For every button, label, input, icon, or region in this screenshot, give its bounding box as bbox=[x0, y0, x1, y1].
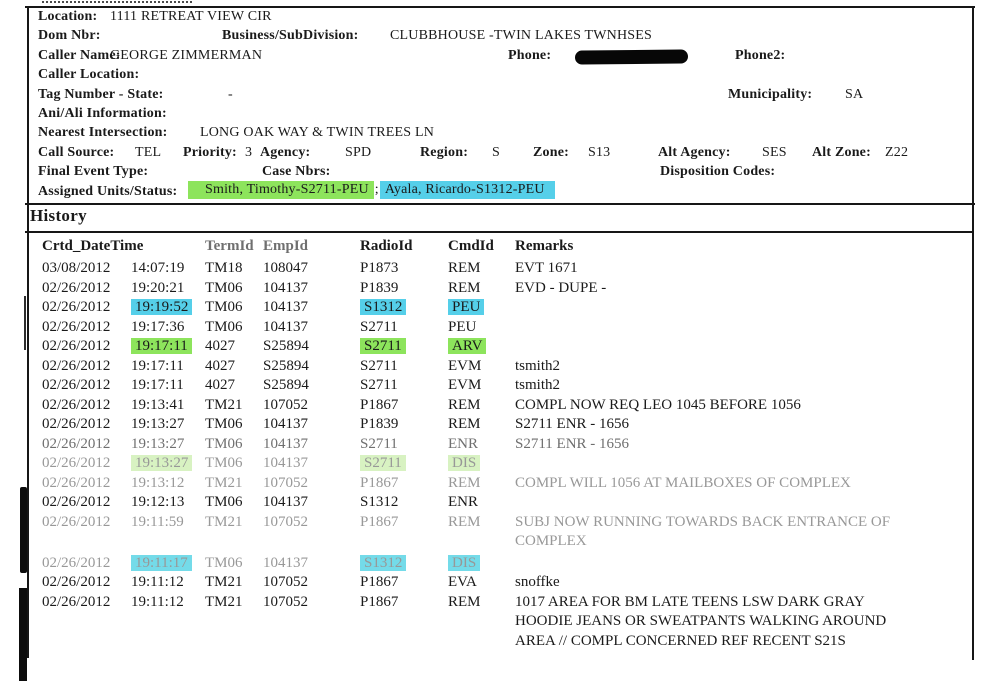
termid-value: TM21 bbox=[205, 474, 243, 491]
radioid-value: P1867 bbox=[360, 396, 399, 413]
termid-value: TM21 bbox=[205, 574, 243, 590]
cell-termid bbox=[205, 573, 263, 593]
scan-artifact bbox=[19, 588, 27, 681]
scan-artifact bbox=[20, 487, 27, 573]
cell-cmdid bbox=[448, 593, 515, 613]
termid-value: TM06 bbox=[205, 455, 243, 471]
cell-empid bbox=[263, 337, 360, 357]
location-label: Location: bbox=[38, 9, 98, 24]
cell-crtd-datetime bbox=[42, 554, 205, 574]
field-row-intersection bbox=[0, 125, 994, 144]
remarks-value: snoffke bbox=[515, 574, 560, 590]
cell-radioid bbox=[360, 493, 448, 513]
cell-crtd-datetime bbox=[42, 435, 205, 455]
field-row-aniali bbox=[0, 106, 994, 125]
cell-crtd-datetime bbox=[42, 493, 205, 513]
cell-termid bbox=[205, 593, 263, 613]
cell-cmdid bbox=[448, 513, 515, 533]
business-subdivision-label: Business/SubDivision: bbox=[222, 28, 359, 43]
radioid-value: P1839 bbox=[360, 416, 399, 432]
case-nbrs-label: Case Nbrs: bbox=[262, 164, 331, 179]
radioid-value: S2711 bbox=[360, 377, 398, 393]
history-table bbox=[42, 236, 942, 651]
radioid-value: S2711 bbox=[360, 318, 398, 335]
call-source-label: Call Source: bbox=[38, 145, 115, 160]
radioid-value: S2711 bbox=[360, 435, 398, 452]
unit-smith-highlight: Smith, Timothy-S2711-PEU bbox=[188, 181, 374, 199]
cell-termid bbox=[205, 318, 263, 338]
empid-value: 107052 bbox=[263, 574, 308, 590]
cell-termid bbox=[205, 554, 263, 574]
time-value: 19:11:17 bbox=[131, 555, 192, 571]
history-divider-top bbox=[25, 203, 975, 205]
empid-value: 104137 bbox=[263, 279, 308, 296]
cell-radioid bbox=[360, 376, 448, 396]
cell-cmdid bbox=[448, 318, 515, 338]
termid-value: TM18 bbox=[205, 260, 243, 276]
radioid-value: S1312 bbox=[360, 299, 406, 315]
scan-artifact bbox=[42, 1, 192, 3]
col-header-cmdid: CmdId bbox=[448, 238, 494, 254]
remarks-value: COMPL NOW REQ LEO 1045 BEFORE 1056 bbox=[515, 396, 801, 413]
date-value: 02/26/2012 bbox=[42, 416, 111, 432]
cell-empid bbox=[263, 474, 360, 494]
date-value: 02/26/2012 bbox=[42, 357, 111, 374]
cmdid-value: PEU bbox=[448, 299, 484, 315]
remarks-value: COMPL WILL 1056 AT MAILBOXES OF COMPLEX bbox=[515, 474, 851, 491]
cmdid-value: EVM bbox=[448, 357, 482, 374]
cell-remarks bbox=[515, 593, 942, 652]
cmdid-value: ENR bbox=[448, 435, 478, 452]
col-header-remarks: Remarks bbox=[515, 238, 574, 254]
cell-remarks bbox=[515, 279, 942, 299]
cell-cmdid bbox=[448, 415, 515, 435]
remarks-value: SUBJ NOW RUNNING TOWARDS BACK ENTRANCE OF COMPLEX bbox=[515, 513, 891, 549]
time-value: 19:19:52 bbox=[131, 299, 192, 315]
time-value: 19:11:12 bbox=[131, 574, 184, 590]
cell-crtd-datetime bbox=[42, 318, 205, 338]
radioid-value: P1839 bbox=[360, 279, 399, 296]
zone-value: S13 bbox=[588, 145, 611, 160]
cell-empid bbox=[263, 415, 360, 435]
cell-remarks bbox=[515, 396, 942, 416]
cell-cmdid bbox=[448, 474, 515, 494]
date-value: 02/26/2012 bbox=[42, 377, 111, 393]
table-row bbox=[42, 435, 942, 455]
cell-empid bbox=[263, 573, 360, 593]
empid-value: 107052 bbox=[263, 396, 308, 413]
cell-remarks bbox=[515, 513, 942, 552]
tag-number-state-value: - bbox=[228, 87, 233, 102]
remarks-value: tsmith2 bbox=[515, 377, 561, 393]
empid-value: 107052 bbox=[263, 513, 308, 530]
empid-value: 104137 bbox=[263, 416, 308, 432]
cell-termid bbox=[205, 415, 263, 435]
caller-name-value: GEORGE ZIMMERMAN bbox=[110, 48, 263, 63]
phone-redaction-bar bbox=[575, 49, 688, 64]
time-value: 19:17:11 bbox=[131, 357, 184, 374]
cell-empid bbox=[263, 259, 360, 279]
remarks-value: EVT 1671 bbox=[515, 260, 578, 276]
cell-crtd-datetime bbox=[42, 454, 205, 474]
table-row bbox=[42, 357, 942, 377]
time-value: 19:11:12 bbox=[131, 593, 184, 610]
empid-value: 104137 bbox=[263, 435, 308, 452]
alt-zone-value: Z22 bbox=[885, 145, 909, 160]
field-row-assigned-units bbox=[0, 184, 994, 203]
remarks-value: tsmith2 bbox=[515, 357, 561, 374]
caller-name-label: Caller Name: bbox=[38, 48, 121, 63]
cell-cmdid bbox=[448, 337, 515, 357]
cell-radioid bbox=[360, 593, 448, 613]
date-value: 02/26/2012 bbox=[42, 279, 111, 296]
termid-value: TM06 bbox=[205, 318, 243, 335]
cmdid-value: DIS bbox=[448, 555, 480, 571]
radioid-value: P1867 bbox=[360, 593, 399, 610]
cell-remarks bbox=[515, 474, 942, 494]
empid-value: 104137 bbox=[263, 455, 308, 471]
dom-nbr-label: Dom Nbr: bbox=[38, 28, 101, 43]
time-value: 19:13:27 bbox=[131, 416, 185, 432]
cmdid-value: ENR bbox=[448, 494, 478, 510]
field-row-location bbox=[0, 9, 994, 28]
date-value: 02/26/2012 bbox=[42, 494, 111, 510]
cell-cmdid bbox=[448, 435, 515, 455]
time-value: 19:13:12 bbox=[131, 474, 185, 491]
region-value: S bbox=[492, 145, 500, 160]
cmdid-value: ARV bbox=[448, 338, 486, 354]
cell-radioid bbox=[360, 298, 448, 318]
cell-cmdid bbox=[448, 298, 515, 318]
cell-termid bbox=[205, 259, 263, 279]
cell-termid bbox=[205, 279, 263, 299]
remarks-value: EVD - DUPE - bbox=[515, 279, 607, 296]
table-row bbox=[42, 279, 942, 299]
time-value: 19:17:11 bbox=[131, 377, 184, 393]
date-value: 02/26/2012 bbox=[42, 299, 111, 315]
priority-label: Priority: bbox=[183, 145, 237, 160]
cell-termid bbox=[205, 454, 263, 474]
empid-value: 104137 bbox=[263, 554, 308, 571]
termid-value: TM06 bbox=[205, 416, 243, 432]
cell-radioid bbox=[360, 259, 448, 279]
field-row-tag bbox=[0, 87, 994, 106]
cmdid-value: REM bbox=[448, 593, 481, 610]
cell-radioid bbox=[360, 454, 448, 474]
cell-radioid bbox=[360, 513, 448, 533]
table-row bbox=[42, 454, 942, 474]
cell-crtd-datetime bbox=[42, 357, 205, 377]
cell-empid bbox=[263, 554, 360, 574]
termid-value: 4027 bbox=[205, 338, 235, 354]
time-value: 19:12:13 bbox=[131, 494, 185, 510]
table-row bbox=[42, 573, 942, 593]
col-header-radioid: RadioId bbox=[360, 238, 413, 254]
col-header-crtd-datetime: Crtd_DateTime bbox=[42, 238, 144, 254]
cell-cmdid bbox=[448, 396, 515, 416]
table-row bbox=[42, 513, 942, 552]
cmdid-value: REM bbox=[448, 513, 481, 530]
history-divider-bottom bbox=[25, 231, 974, 233]
cell-empid bbox=[263, 318, 360, 338]
termid-value: TM06 bbox=[205, 435, 243, 452]
termid-value: 4027 bbox=[205, 357, 235, 374]
radioid-value: S2711 bbox=[360, 357, 398, 374]
cell-empid bbox=[263, 513, 360, 533]
time-value: 19:17:11 bbox=[131, 338, 192, 354]
empid-value: 108047 bbox=[263, 260, 308, 276]
caller-location-label: Caller Location: bbox=[38, 67, 140, 82]
cell-crtd-datetime bbox=[42, 474, 205, 494]
priority-value: 3 bbox=[245, 145, 253, 160]
phone-label: Phone: bbox=[508, 48, 552, 63]
scan-artifact bbox=[24, 296, 26, 350]
termid-value: TM21 bbox=[205, 593, 243, 610]
cmdid-value: REM bbox=[448, 396, 481, 413]
cell-cmdid bbox=[448, 279, 515, 299]
radioid-value: P1867 bbox=[360, 474, 399, 491]
cell-crtd-datetime bbox=[42, 513, 205, 533]
cell-cmdid bbox=[448, 357, 515, 377]
col-header-empid: EmpId bbox=[263, 238, 309, 254]
assigned-units-value bbox=[188, 182, 555, 198]
cell-termid bbox=[205, 357, 263, 377]
field-row-caller-location bbox=[0, 67, 994, 86]
cell-empid bbox=[263, 593, 360, 613]
termid-value: TM06 bbox=[205, 299, 243, 315]
field-row-caller bbox=[0, 48, 994, 67]
table-row bbox=[42, 337, 942, 357]
cell-radioid bbox=[360, 415, 448, 435]
time-value: 19:13:27 bbox=[131, 455, 192, 471]
cell-radioid bbox=[360, 435, 448, 455]
cell-radioid bbox=[360, 337, 448, 357]
cell-empid bbox=[263, 454, 360, 474]
radioid-value: P1867 bbox=[360, 513, 399, 530]
cell-crtd-datetime bbox=[42, 593, 205, 613]
cell-empid bbox=[263, 357, 360, 377]
date-value: 03/08/2012 bbox=[42, 260, 111, 276]
cell-remarks bbox=[515, 259, 942, 279]
cell-empid bbox=[263, 298, 360, 318]
cmdid-value: REM bbox=[448, 279, 481, 296]
cell-termid bbox=[205, 337, 263, 357]
table-row bbox=[42, 593, 942, 652]
nearest-intersection-label: Nearest Intersection: bbox=[38, 125, 168, 140]
nearest-intersection-value: LONG OAK WAY & TWIN TREES LN bbox=[200, 125, 435, 140]
empid-value: 104137 bbox=[263, 299, 308, 315]
date-value: 02/26/2012 bbox=[42, 574, 111, 590]
table-row bbox=[42, 415, 942, 435]
business-subdivision-value: CLUBBHOUSE -TWIN LAKES TWNHSES bbox=[390, 28, 653, 43]
cell-radioid bbox=[360, 554, 448, 574]
cell-radioid bbox=[360, 357, 448, 377]
cell-empid bbox=[263, 435, 360, 455]
radioid-value: S2711 bbox=[360, 455, 406, 471]
cell-cmdid bbox=[448, 573, 515, 593]
empid-value: 104137 bbox=[263, 494, 308, 510]
date-value: 02/26/2012 bbox=[42, 554, 111, 571]
date-value: 02/26/2012 bbox=[42, 593, 111, 610]
termid-value: TM21 bbox=[205, 396, 243, 413]
cell-termid bbox=[205, 435, 263, 455]
empid-value: 107052 bbox=[263, 593, 308, 610]
cell-cmdid bbox=[448, 376, 515, 396]
history-rows bbox=[42, 259, 942, 651]
time-value: 19:17:36 bbox=[131, 318, 185, 335]
table-row bbox=[42, 474, 942, 494]
cell-remarks bbox=[515, 573, 942, 593]
cell-empid bbox=[263, 396, 360, 416]
cell-termid bbox=[205, 513, 263, 533]
date-value: 02/26/2012 bbox=[42, 513, 111, 530]
cmdid-value: REM bbox=[448, 416, 481, 432]
termid-value: TM06 bbox=[205, 554, 243, 571]
field-row-call-source bbox=[0, 145, 994, 164]
time-value: 19:13:41 bbox=[131, 396, 185, 413]
cell-radioid bbox=[360, 474, 448, 494]
time-value: 19:11:59 bbox=[131, 513, 184, 530]
cell-crtd-datetime bbox=[42, 298, 205, 318]
table-row bbox=[42, 396, 942, 416]
table-row bbox=[42, 376, 942, 396]
remarks-value: S2711 ENR - 1656 bbox=[515, 416, 630, 432]
cell-radioid bbox=[360, 573, 448, 593]
empid-value: S25894 bbox=[263, 357, 309, 374]
termid-value: TM06 bbox=[205, 279, 243, 296]
cell-crtd-datetime bbox=[42, 279, 205, 299]
cell-remarks bbox=[515, 415, 942, 435]
cmdid-value: PEU bbox=[448, 318, 477, 335]
phone2-label: Phone2: bbox=[735, 48, 786, 63]
radioid-value: S1312 bbox=[360, 555, 406, 571]
time-value: 19:13:27 bbox=[131, 435, 185, 452]
cmdid-value: EVM bbox=[448, 377, 482, 393]
table-row bbox=[42, 259, 942, 279]
cell-termid bbox=[205, 376, 263, 396]
cmdid-value: REM bbox=[448, 260, 481, 276]
document-top-border bbox=[25, 6, 975, 8]
table-row bbox=[42, 493, 942, 513]
cell-termid bbox=[205, 493, 263, 513]
cell-termid bbox=[205, 396, 263, 416]
cell-radioid bbox=[360, 396, 448, 416]
cell-cmdid bbox=[448, 493, 515, 513]
cmdid-value: DIS bbox=[448, 455, 480, 471]
disposition-codes-label: Disposition Codes: bbox=[660, 164, 776, 179]
zone-label: Zone: bbox=[533, 145, 569, 160]
cell-radioid bbox=[360, 279, 448, 299]
termid-value: 4027 bbox=[205, 377, 235, 393]
cell-empid bbox=[263, 493, 360, 513]
municipality-value: SA bbox=[845, 87, 864, 102]
unit-ayala-highlight: Ayala, Ricardo-S1312-PEU bbox=[380, 181, 555, 199]
table-row bbox=[42, 298, 942, 318]
tag-number-state-label: Tag Number - State: bbox=[38, 87, 164, 102]
agency-value: SPD bbox=[345, 145, 372, 160]
remarks-value: 1017 AREA FOR BM LATE TEENS LSW DARK GRAY HOODIE JEANS OR SWEATPANTS WALKING AROUND AREA // COMPL CONCERNED REF RECENT S21S bbox=[515, 593, 887, 649]
cell-remarks bbox=[515, 357, 942, 377]
table-row bbox=[42, 554, 942, 574]
location-value: 1111 RETREAT VIEW CIR bbox=[110, 9, 272, 24]
alt-zone-label: Alt Zone: bbox=[812, 145, 871, 160]
cell-crtd-datetime bbox=[42, 573, 205, 593]
cell-empid bbox=[263, 279, 360, 299]
col-header-termid: TermId bbox=[205, 238, 254, 254]
time-value: 14:07:19 bbox=[131, 260, 185, 276]
cell-radioid bbox=[360, 318, 448, 338]
date-value: 02/26/2012 bbox=[42, 435, 111, 452]
radioid-value: P1873 bbox=[360, 260, 399, 276]
empid-value: 107052 bbox=[263, 474, 308, 491]
field-row-domnbr bbox=[0, 28, 994, 47]
empid-value: S25894 bbox=[263, 338, 309, 354]
municipality-label: Municipality: bbox=[728, 87, 813, 102]
cell-crtd-datetime bbox=[42, 337, 205, 357]
cell-crtd-datetime bbox=[42, 396, 205, 416]
assigned-units-label: Assigned Units/Status: bbox=[38, 184, 178, 199]
alt-agency-label: Alt Agency: bbox=[658, 145, 731, 160]
cell-termid bbox=[205, 298, 263, 318]
radioid-value: P1867 bbox=[360, 574, 399, 590]
cmdid-value: REM bbox=[448, 474, 481, 491]
table-row bbox=[42, 318, 942, 338]
cell-termid bbox=[205, 474, 263, 494]
cell-remarks bbox=[515, 435, 942, 455]
history-section-title: History bbox=[30, 206, 87, 225]
agency-label: Agency: bbox=[260, 145, 311, 160]
radioid-value: S1312 bbox=[360, 494, 399, 510]
date-value: 02/26/2012 bbox=[42, 318, 111, 335]
final-event-type-label: Final Event Type: bbox=[38, 164, 149, 179]
empid-value: S25894 bbox=[263, 377, 309, 393]
radioid-value: S2711 bbox=[360, 338, 406, 354]
cell-crtd-datetime bbox=[42, 376, 205, 396]
termid-value: TM06 bbox=[205, 494, 243, 510]
date-value: 02/26/2012 bbox=[42, 474, 111, 491]
history-column-headers bbox=[42, 236, 942, 256]
cell-cmdid bbox=[448, 259, 515, 279]
time-value: 19:20:21 bbox=[131, 279, 185, 296]
unit-separator: ; bbox=[374, 182, 379, 197]
cell-cmdid bbox=[448, 454, 515, 474]
region-label: Region: bbox=[420, 145, 469, 160]
empid-value: 104137 bbox=[263, 318, 308, 335]
cell-cmdid bbox=[448, 554, 515, 574]
date-value: 02/26/2012 bbox=[42, 396, 111, 413]
cell-crtd-datetime bbox=[42, 259, 205, 279]
call-source-value: TEL bbox=[135, 145, 162, 160]
cmdid-value: EVA bbox=[448, 574, 477, 590]
cell-remarks bbox=[515, 376, 942, 396]
date-value: 02/26/2012 bbox=[42, 338, 111, 354]
cell-empid bbox=[263, 376, 360, 396]
alt-agency-value: SES bbox=[762, 145, 787, 160]
remarks-value: S2711 ENR - 1656 bbox=[515, 435, 630, 452]
cell-crtd-datetime bbox=[42, 415, 205, 435]
termid-value: TM21 bbox=[205, 513, 243, 530]
date-value: 02/26/2012 bbox=[42, 455, 111, 471]
ani-ali-information-label: Ani/Ali Information: bbox=[38, 106, 167, 121]
